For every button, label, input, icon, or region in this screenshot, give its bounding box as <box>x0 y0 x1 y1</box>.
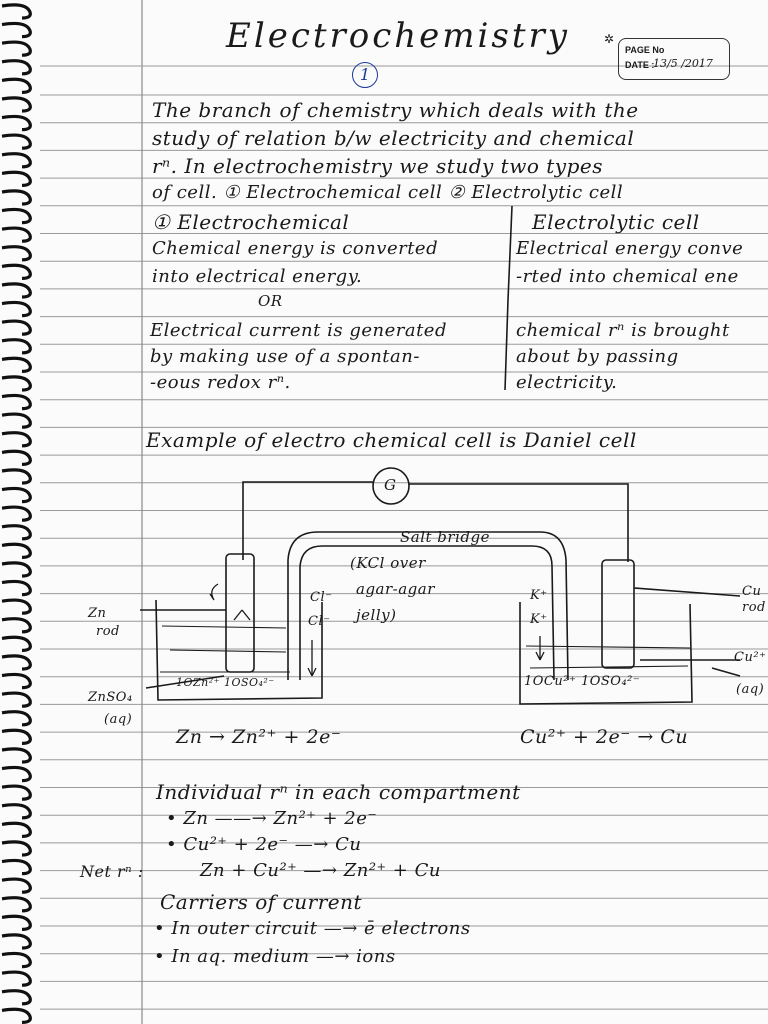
carriers-heading: Carriers of current <box>160 890 363 914</box>
date-value: 13/5 /2017 <box>653 57 713 70</box>
left-line: -eous redox rⁿ. <box>150 372 291 393</box>
cl-ion-label: Cl⁻ <box>310 590 333 605</box>
cuso4-label: (aq) <box>736 682 765 697</box>
intro-line: study of relation b/w electricity and chemical <box>152 126 635 150</box>
page-number: 1 <box>352 62 378 88</box>
cu-rod <box>602 560 634 668</box>
compartment-line: • Zn ——→ Zn²⁺ + 2e⁻ <box>166 808 378 829</box>
salt-bridge-label: jelly) <box>356 606 397 624</box>
date-label: DATE : <box>625 60 655 70</box>
cl-ion-label: Cl⁻ <box>308 614 331 629</box>
left-line-or: OR <box>258 292 283 310</box>
znso4-label: (aq) <box>104 712 133 727</box>
intro-line: of cell. ① Electrochemical cell ② Electrolytic cell <box>152 182 624 203</box>
left-line: into electrical energy. <box>152 266 363 287</box>
left-line: Electrical current is generated <box>150 320 447 341</box>
k-ion-label: K⁺ <box>530 588 548 603</box>
salt-bridge-label: (KCl over <box>350 554 426 572</box>
left-line: Chemical energy is converted <box>152 238 439 259</box>
net-reaction: Zn + Cu²⁺ —→ Zn²⁺ + Cu <box>200 860 441 881</box>
comparison-divider <box>505 206 512 390</box>
cathode-reaction: Cu²⁺ + 2e⁻ → Cu <box>520 726 689 748</box>
galvanometer-label: G <box>384 476 397 494</box>
salt-bridge-label: Salt bridge <box>400 528 490 546</box>
left-heading: ① Electrochemical <box>152 210 350 234</box>
carriers-line: • In aq. medium —→ ions <box>154 946 396 967</box>
left-solution-label: 1OZn²⁺ 1OSO₄²⁻ <box>176 676 275 689</box>
net-reaction-label: Net rⁿ : <box>80 862 144 881</box>
right-solution-label: 1OCu²⁺ 1OSO₄²⁻ <box>524 674 641 689</box>
cu-rod-label: rod <box>742 600 766 615</box>
star-icon: ✲ <box>604 32 615 46</box>
zn-rod-label: Zn <box>88 606 107 621</box>
page-title: Electrochemistry <box>226 16 570 56</box>
intro-line: rⁿ. In electrochemistry we study two types <box>152 154 603 178</box>
right-line: about by passing <box>516 346 679 367</box>
compartment-heading: Individual rⁿ in each compartment <box>156 780 521 804</box>
right-line: chemical rⁿ is brought <box>516 320 730 341</box>
salt-bridge-label: agar-agar <box>356 580 435 598</box>
carriers-line: • In outer circuit —→ ē electrons <box>154 918 471 939</box>
znso4-label: ZnSO₄ <box>88 690 133 705</box>
anode-reaction: Zn → Zn²⁺ + 2e⁻ <box>176 726 342 748</box>
left-line: by making use of a spontan- <box>150 346 420 367</box>
k-ion-label: K⁺ <box>530 612 548 627</box>
compartment-line: • Cu²⁺ + 2e⁻ —→ Cu <box>166 834 362 855</box>
right-line: -rted into chemical ene <box>516 266 739 287</box>
zn-rod-label: rod <box>96 624 120 639</box>
right-heading: Electrolytic cell <box>532 210 700 234</box>
intro-line: The branch of chemistry which deals with the <box>152 98 639 122</box>
salt-bridge <box>288 532 568 680</box>
cu-rod-label: Cu <box>742 584 762 599</box>
right-line: electricity. <box>516 372 618 393</box>
cuso4-label: Cu²⁺ <box>734 650 767 665</box>
outer-wire <box>243 482 628 562</box>
right-line: Electrical energy conve <box>516 238 744 259</box>
example-heading: Example of electro chemical cell is Daniel cell <box>146 428 637 452</box>
page-no-label: PAGE No <box>625 45 665 55</box>
